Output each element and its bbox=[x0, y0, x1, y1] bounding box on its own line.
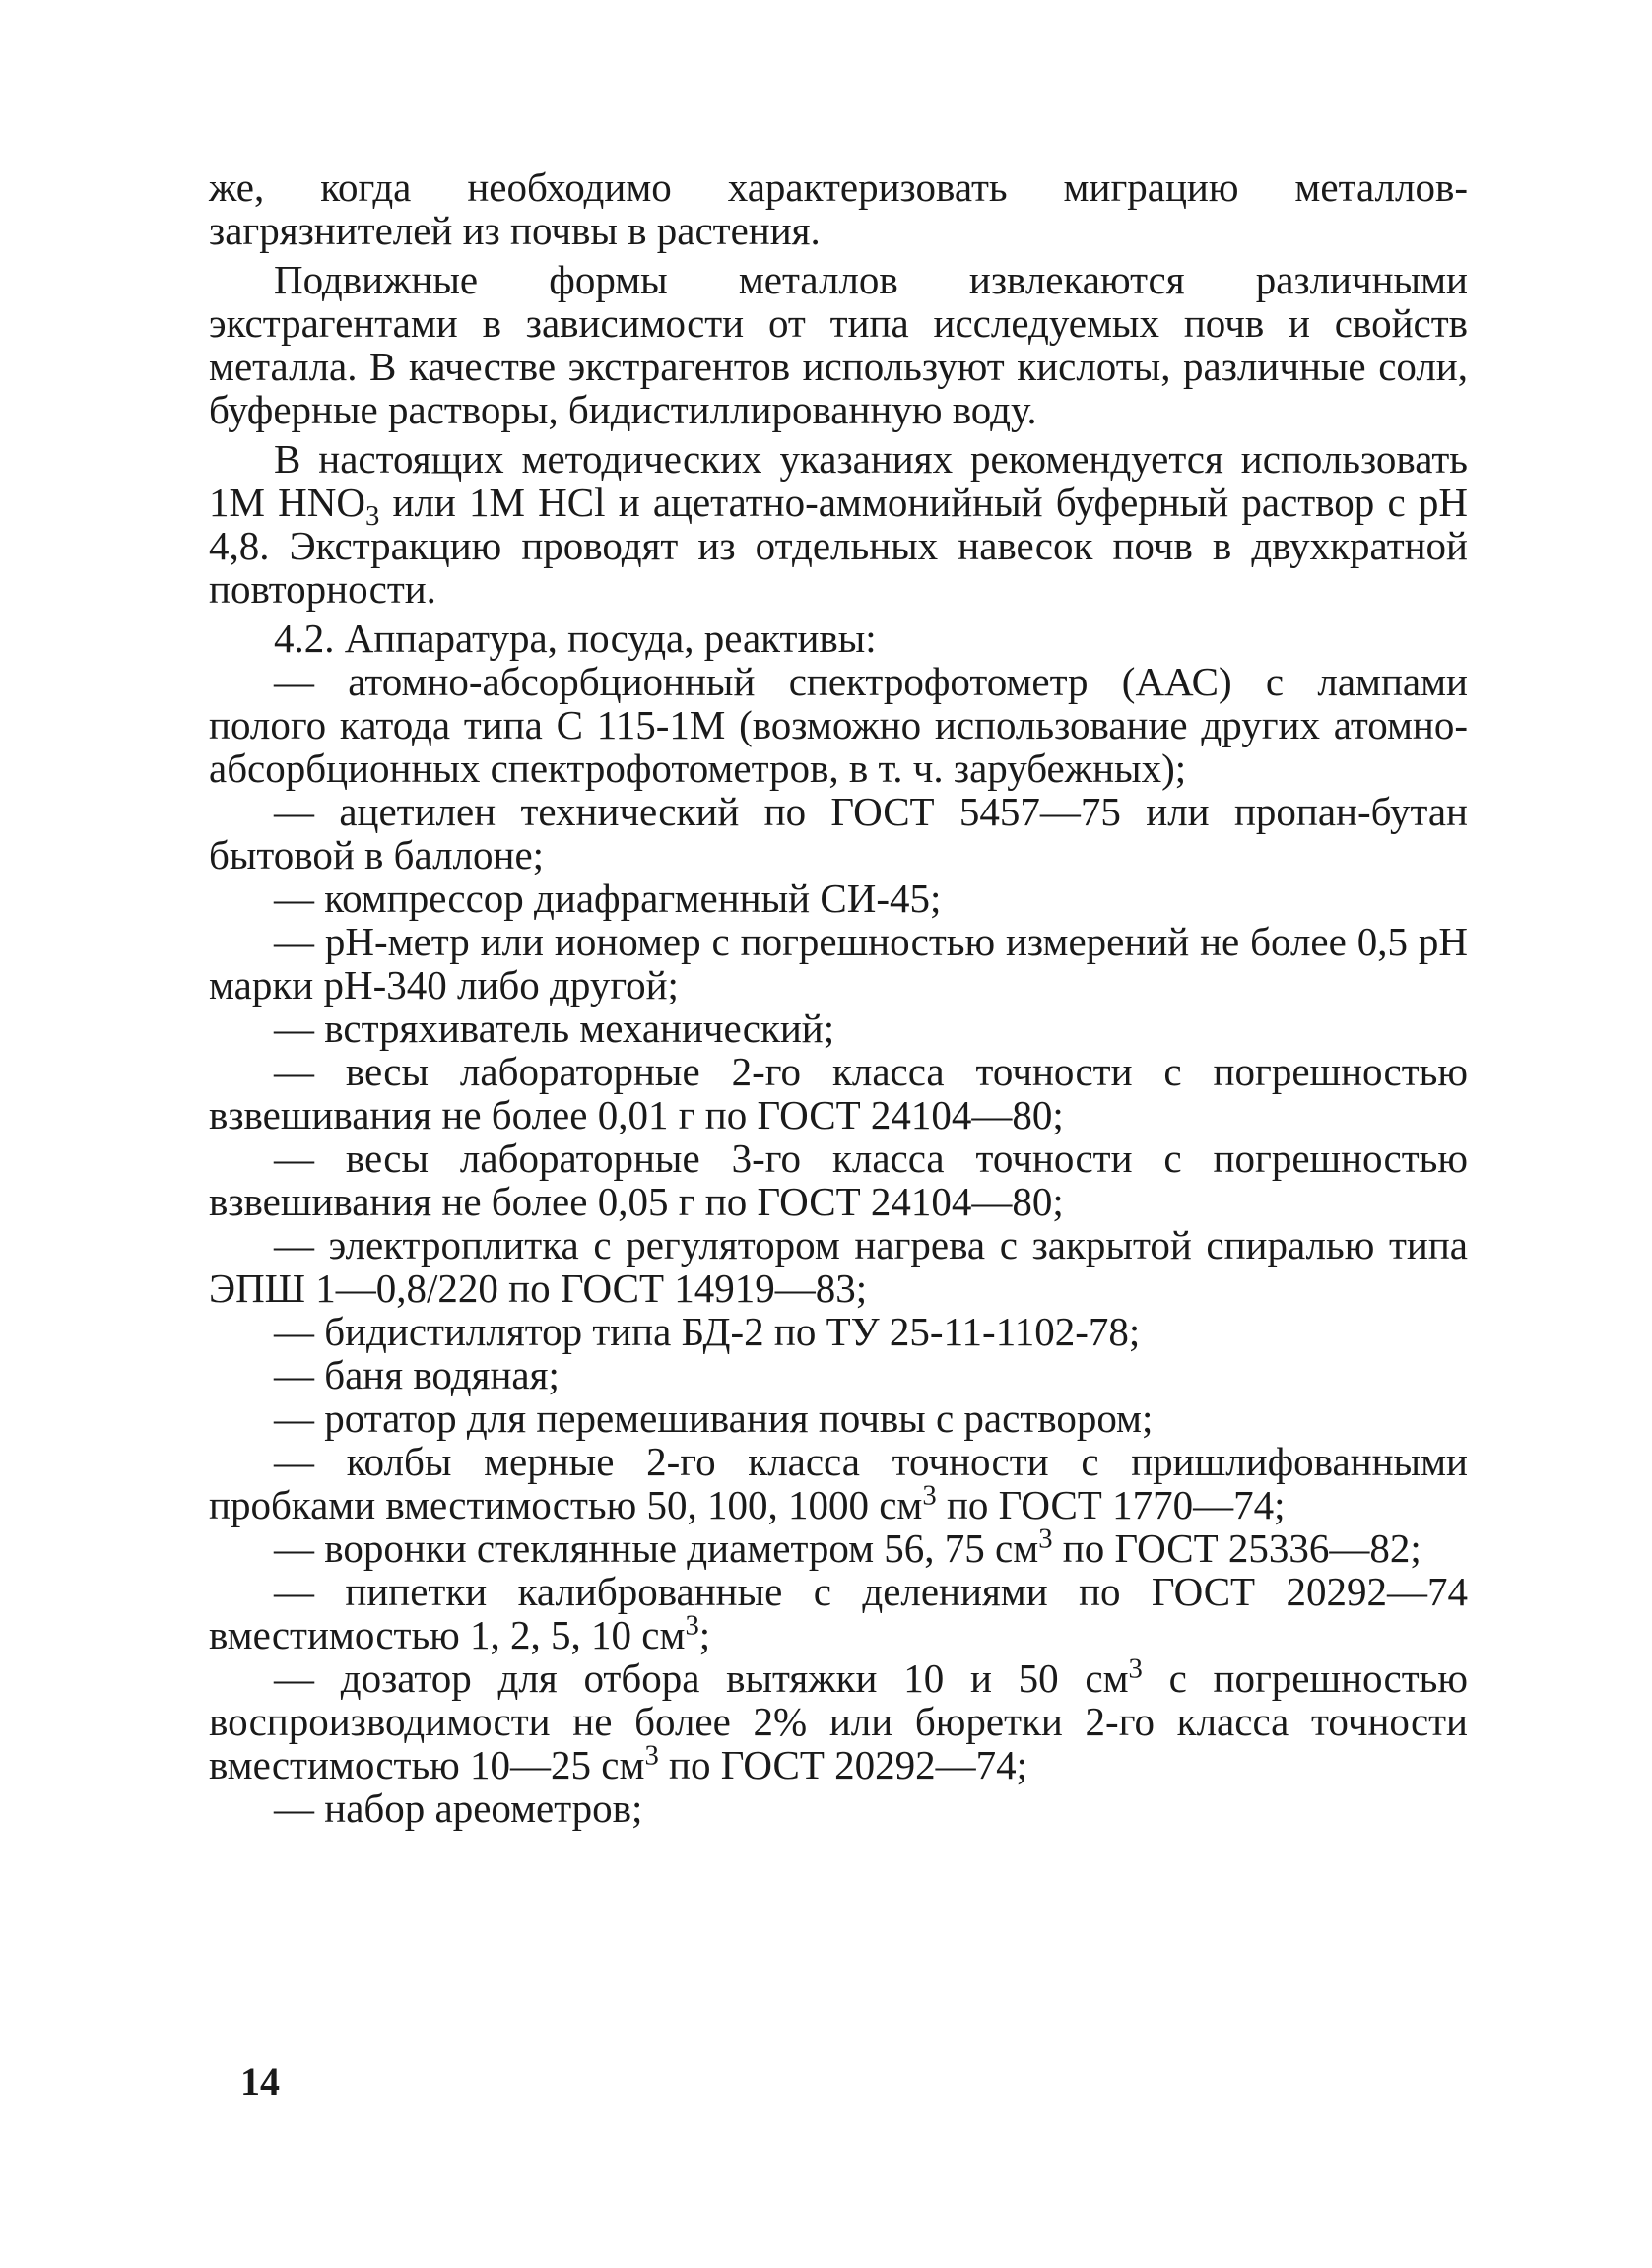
paragraph-extractants: Подвижные формы металлов извлекаются различными экстрагентами в зависимости от типа исследуемых почв и свойств металла. В качестве экстрагентов используют кислоты, различные соли, буферные растворы, бидистиллированную воду. bbox=[209, 257, 1468, 432]
list-item: — электроплитка с регулятором нагрева с закрытой спиралью типа ЭПШ 1—0,8/220 по ГОСТ 14919—83; bbox=[209, 1222, 1468, 1311]
superscript: 3 bbox=[685, 1609, 699, 1642]
text-segment: по ГОСТ 1770—74; bbox=[936, 1482, 1286, 1527]
list-item: — весы лабораторные 3-го класса точности с погрешностью взвешивания не более 0,05 г по ГОСТ 24104—80; bbox=[209, 1135, 1468, 1224]
list-item-dispenser bbox=[209, 1652, 1468, 1787]
text-segment: или 1М HCl и ацетатно-аммонийный буферный раствор с pH 4,8. Экстракцию проводят из отдельных навесок почв в двухкратной повторности. bbox=[209, 480, 1468, 612]
superscript: 3 bbox=[1038, 1523, 1053, 1555]
document-page bbox=[209, 165, 1468, 1830]
list-item: — весы лабораторные 2-го класса точности с погрешностью взвешивания не более 0,01 г по ГОСТ 24104—80; bbox=[209, 1049, 1468, 1137]
text-segment: по ГОСТ 20292—74; bbox=[658, 1742, 1028, 1787]
text-segment: с погрешностью воспроизводимости не более 2% или бюретки 2-го класса точности вместимостью 10—25 см bbox=[209, 1655, 1468, 1787]
text-segment: ; bbox=[698, 1612, 711, 1657]
list-item: — ацетилен технический по ГОСТ 5457—75 или пропан-бутан бытовой в баллоне; bbox=[209, 789, 1468, 877]
list-item: — pH-метр или иономер с погрешностью измерений не более 0,5 pH марки pH-340 либо другой; bbox=[209, 919, 1468, 1007]
list-item: — компрессор диафрагменный СИ-45; bbox=[274, 875, 942, 921]
superscript: 3 bbox=[644, 1739, 659, 1772]
text-segment: — пипетки калиброванные с делениями по ГОСТ 20292—74 вместимостью 1, 2, 5, 10 см bbox=[209, 1569, 1468, 1657]
subscript: 3 bbox=[364, 500, 380, 533]
superscript: 3 bbox=[922, 1479, 937, 1512]
text-segment: — дозатор для отбора вытяжки 10 и 50 см bbox=[274, 1655, 1129, 1701]
text-segment: В настоящих методических указаниях рекомендуется использовать 1М HNO bbox=[209, 436, 1468, 525]
list-item: — бидистиллятор типа БД-2 по ТУ 25-11-1102-78; bbox=[274, 1309, 1141, 1354]
paragraph-continuation: же, когда необходимо характеризовать миграцию металлов-загрязнителей из почвы в растения. bbox=[209, 164, 1468, 253]
section-heading: 4.2. Аппаратура, посуда, реактивы: bbox=[274, 616, 877, 661]
text-segment: — колбы мерные 2-го класса точности с пришлифованными пробками вместимостью 50, 100, 1000 см bbox=[209, 1439, 1468, 1527]
paragraph-recommendation bbox=[209, 437, 1468, 611]
list-item-flasks bbox=[209, 1440, 1468, 1526]
list-item: — встряхиватель механический; bbox=[274, 1005, 835, 1051]
page-number: 14 bbox=[240, 2059, 280, 2104]
list-item: — ротатор для перемешивания почвы с раствором; bbox=[274, 1395, 1154, 1441]
text-segment: по ГОСТ 25336—82; bbox=[1052, 1525, 1421, 1571]
list-item: — набор ареометров; bbox=[274, 1785, 643, 1831]
list-item-funnels bbox=[209, 1523, 1468, 1571]
list-item-pipettes bbox=[209, 1570, 1468, 1656]
list-item: — баня водяная; bbox=[274, 1352, 560, 1397]
list-item: — атомно-абсорбционный спектрофотометр (ААС) с лампами полого катода типа С 115-1М (возможно использование других атомно-абсорбционных спектрофотометров, в т. ч. зарубежных); bbox=[209, 659, 1468, 791]
text-segment: — воронки стеклянные диаметром 56, 75 см bbox=[274, 1525, 1039, 1571]
superscript: 3 bbox=[1128, 1652, 1143, 1685]
